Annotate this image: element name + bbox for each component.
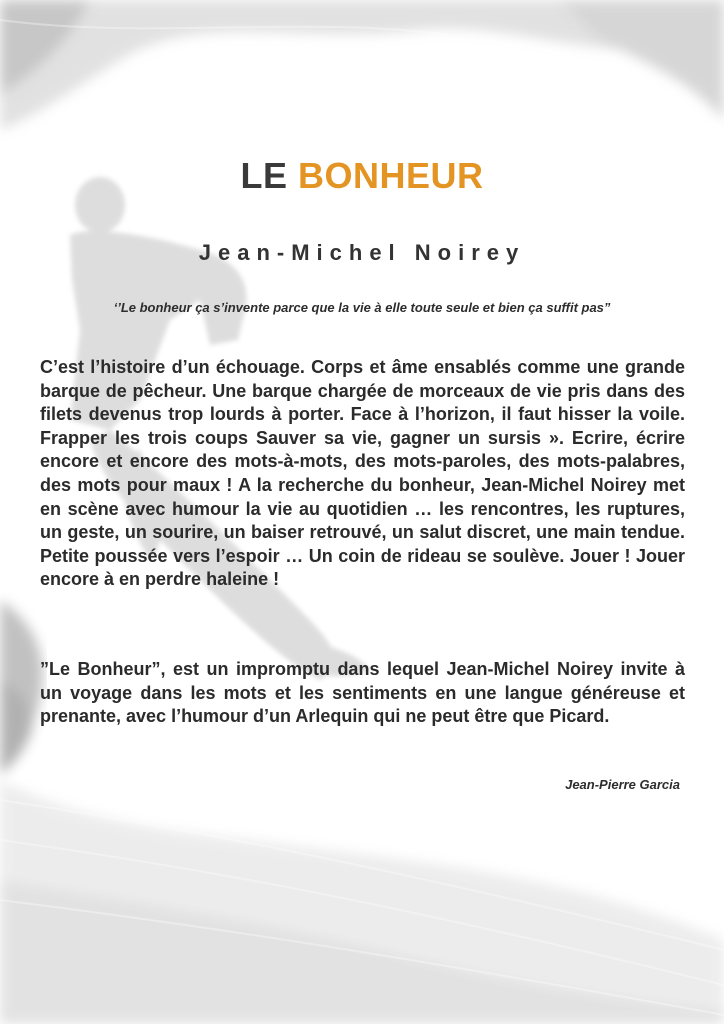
title-part-le: LE	[240, 155, 288, 196]
signature: Jean-Pierre Garcia	[565, 777, 680, 792]
left-brush-stroke	[0, 600, 43, 775]
paragraph-1: C’est l’histoire d’un échouage. Corps et âme ensablés comme une grande barque de pêcheur. Une barque chargée de morceaux de vie pris dans des filets devenus trop lourds à porter. Face à l’horizon, il faut hisser la voile. Frapper les trois coups Sauver sa vie, gagner un sursis ». Ecrire, écrire encore et encore des mots-à-mots, des mots-paroles, des mots-palabres, des mots pour maux ! A la recherche du bonheur, Jean-Michel Noirey met en scène avec humour la vie au quotidien … les rencontres, les ruptures, un geste, un sourire, un baiser retrouvé, un salut discret, une main tendue. Petite poussée vers l’espoir … Un coin de rideau se soulève. Jouer ! Jouer encore à en perdre haleine !	[40, 357, 685, 590]
page-title	[0, 155, 724, 197]
paragraph-2: ”Le Bonheur”, est un impromptu dans lequel Jean-Michel Noirey invite à un voyage dans les mots et les sentiments en une langue généreuse et prenante, avec l’humour d’un Arlequin qui ne peut être que Picard.	[40, 659, 685, 727]
top-brush-stroke	[0, 0, 724, 130]
epigraph-quote: ‘’Le bonheur ça s’invente parce que la vie à elle toute seule et bien ça suffit pas”	[113, 300, 611, 315]
author-name: Jean-Michel Noirey	[198, 240, 526, 265]
title-part-bonheur: BONHEUR	[298, 155, 484, 196]
